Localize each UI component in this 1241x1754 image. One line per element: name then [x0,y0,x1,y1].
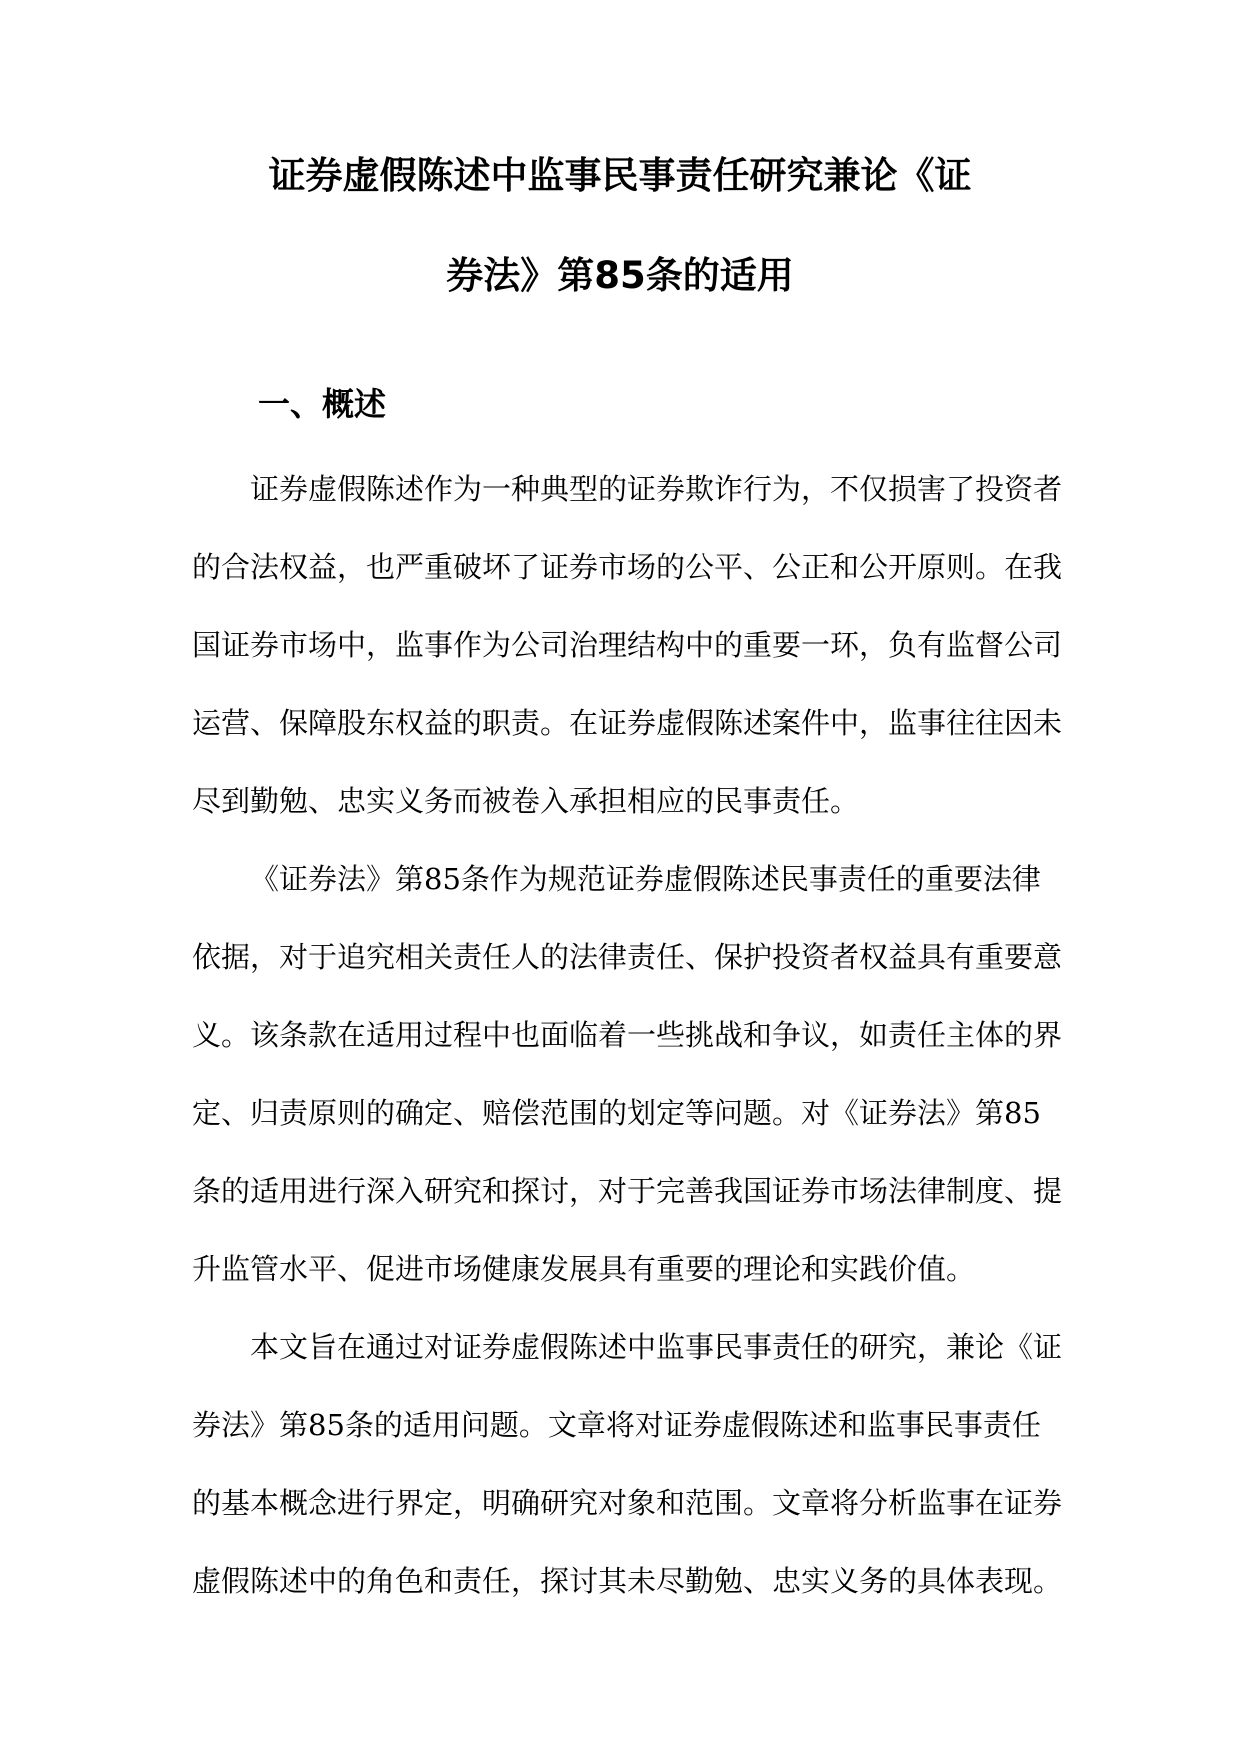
paragraph-2 [192,840,1072,1308]
paragraph-line: 的合法权益，也严重破坏了证券市场的公平、公正和公开原则。在我 [192,550,1063,584]
paragraph-line: 国证券市场中，监事作为公司治理结构中的重要一环，负有监督公司 [192,628,1063,662]
paragraph-line: 定、归责原则的确定、赔偿范围的划定等问题。对《证券法》第85 [192,1096,1041,1130]
paragraph-line: 券法》第85条的适用问题。文章将对证券虚假陈述和监事民事责任 [192,1408,1041,1442]
section-heading: 一、概述 [258,385,387,423]
paragraph-line: 依据，对于追究相关责任人的法律责任、保护投资者权益具有重要意 [192,940,1063,974]
paragraph-line: 证券虚假陈述作为一种典型的证券欺诈行为，不仅损害了投资者 [250,472,1063,506]
paragraph-line: 虚假陈述中的角色和责任，探讨其未尽勤勉、忠实义务的具体表现。 [192,1564,1063,1598]
paragraph-1 [192,450,1072,840]
paragraph-line: 升监管水平、促进市场健康发展具有重要的理论和实践价值。 [192,1252,976,1286]
paragraph-line: 本文旨在通过对证券虚假陈述中监事民事责任的研究，兼论《证 [250,1330,1063,1364]
paragraph-line: 的基本概念进行界定，明确研究对象和范围。文章将分析监事在证券 [192,1486,1063,1520]
paragraph-line: 尽到勤勉、忠实义务而被卷入承担相应的民事责任。 [192,784,860,818]
paragraph-line: 《证券法》第85条作为规范证券虚假陈述民事责任的重要法律 [250,862,1041,896]
document-title-line-1: 证券虚假陈述中监事民事责任研究兼论《证 [268,154,972,197]
paragraph-line: 条的适用进行深入研究和探讨，对于完善我国证券市场法律制度、提 [192,1174,1063,1208]
paragraph-3 [192,1308,1072,1620]
document-title-line-2: 券法》第85条的适用 [446,254,794,297]
paragraph-line: 运营、保障股东权益的职责。在证券虚假陈述案件中，监事往往因未 [192,706,1063,740]
paragraph-line: 义。该条款在适用过程中也面临着一些挑战和争议，如责任主体的界 [192,1018,1063,1052]
